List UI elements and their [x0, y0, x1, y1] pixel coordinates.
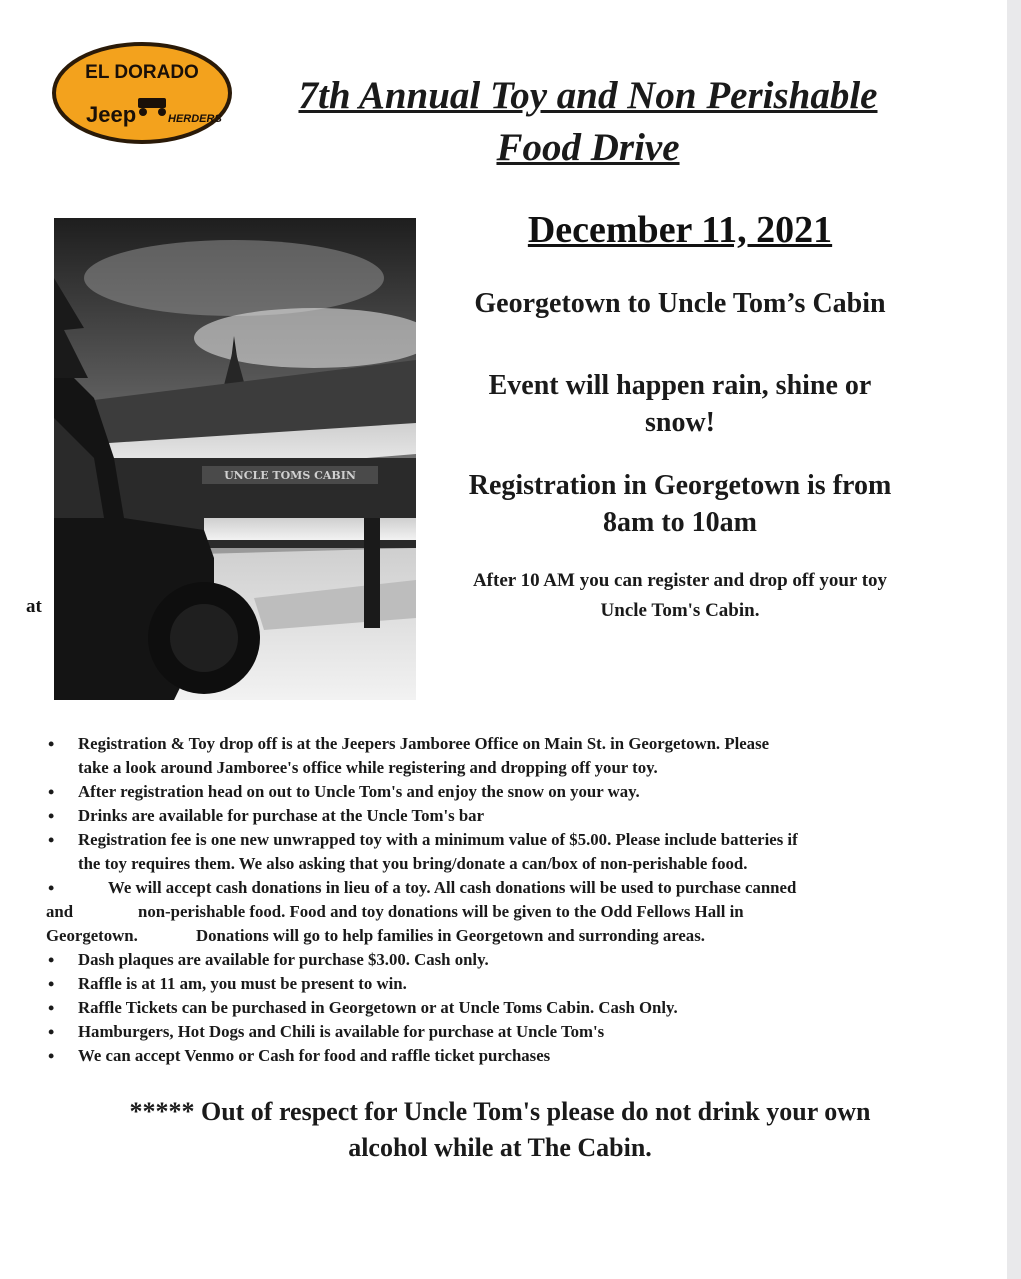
- cabin-photo: [54, 218, 416, 700]
- footer-line-1: ***** Out of respect for Uncle Tom's please do not drink your own: [129, 1097, 871, 1126]
- list-item: • Hamburgers, Hot Dogs and Chili is available for purchase at Uncle Tom's: [46, 1020, 966, 1044]
- event-route: Georgetown to Uncle Tom’s Cabin: [474, 288, 886, 319]
- list-item: • We will accept cash donations in lieu of a toy. All cash donations will be used to purchase canned: [46, 876, 966, 900]
- list-item: • Raffle is at 11 am, you must be present to win.: [46, 972, 966, 996]
- weather-note: [420, 367, 940, 441]
- title-line-1: 7th Annual Toy and Non Perishable: [298, 74, 878, 117]
- weather-line-1: Event will happen rain, shine or: [488, 370, 872, 401]
- event-title: [252, 70, 924, 174]
- list-item: • Dash plaques are available for purchase $3.00. Cash only.: [46, 948, 966, 972]
- title-line-2: Food Drive: [496, 126, 680, 169]
- alcohol-notice: [40, 1094, 960, 1166]
- after-line-2: Uncle Tom's Cabin.: [600, 600, 760, 621]
- logo-brand-text: Jeep: [86, 102, 137, 127]
- el-dorado-jeep-herders-logo: [50, 40, 234, 146]
- list-item: • Drinks are available for purchase at the Uncle Tom's bar: [46, 804, 966, 828]
- after-at-word: at: [26, 596, 42, 617]
- list-item: • After registration head on out to Uncle Tom's and enjoy the snow on your way.: [46, 780, 966, 804]
- registration-line-1: Registration in Georgetown is from: [468, 470, 892, 501]
- page-right-edge: [1007, 0, 1021, 1279]
- list-item: • We can accept Venmo or Cash for food and raffle ticket purchases: [46, 1044, 966, 1068]
- logo-bottom-text: HERDERS: [168, 113, 222, 125]
- list-item: • Registration fee is one new unwrapped toy with a minimum value of $5.00. Please include batteries if the toy requires them. We also asking that you bring/donate a can/box of non-perishable food.: [46, 828, 966, 876]
- list-item: • Registration & Toy drop off is at the Jeepers Jamboree Office on Main St. in Georgetown. Please take a look around Jamboree's office while registering and dropping off your toy.: [46, 732, 966, 780]
- event-details-list: [46, 732, 966, 1068]
- event-date: December 11, 2021: [527, 209, 833, 251]
- registration-line-2: 8am to 10am: [603, 507, 757, 538]
- list-item-continuation: Georgetown. Donations will go to help families in Georgetown and surronding areas.: [46, 926, 705, 945]
- after-line-1: After 10 AM you can register and drop off your toy: [472, 570, 888, 591]
- list-item-continuation: and non-perishable food. Food and toy donations will be given to the Odd Fellows Hall in: [46, 902, 744, 921]
- registration-hours: [420, 467, 940, 541]
- logo-top-text: EL DORADO: [85, 62, 199, 83]
- after-ten-note: [420, 566, 940, 626]
- footer-line-2: alcohol while at The Cabin.: [348, 1133, 652, 1162]
- cabin-sign-text: UNCLE TOMS CABIN: [224, 469, 356, 482]
- list-item: • Raffle Tickets can be purchased in Georgetown or at Uncle Toms Cabin. Cash Only.: [46, 996, 966, 1020]
- weather-line-2: snow!: [644, 407, 715, 438]
